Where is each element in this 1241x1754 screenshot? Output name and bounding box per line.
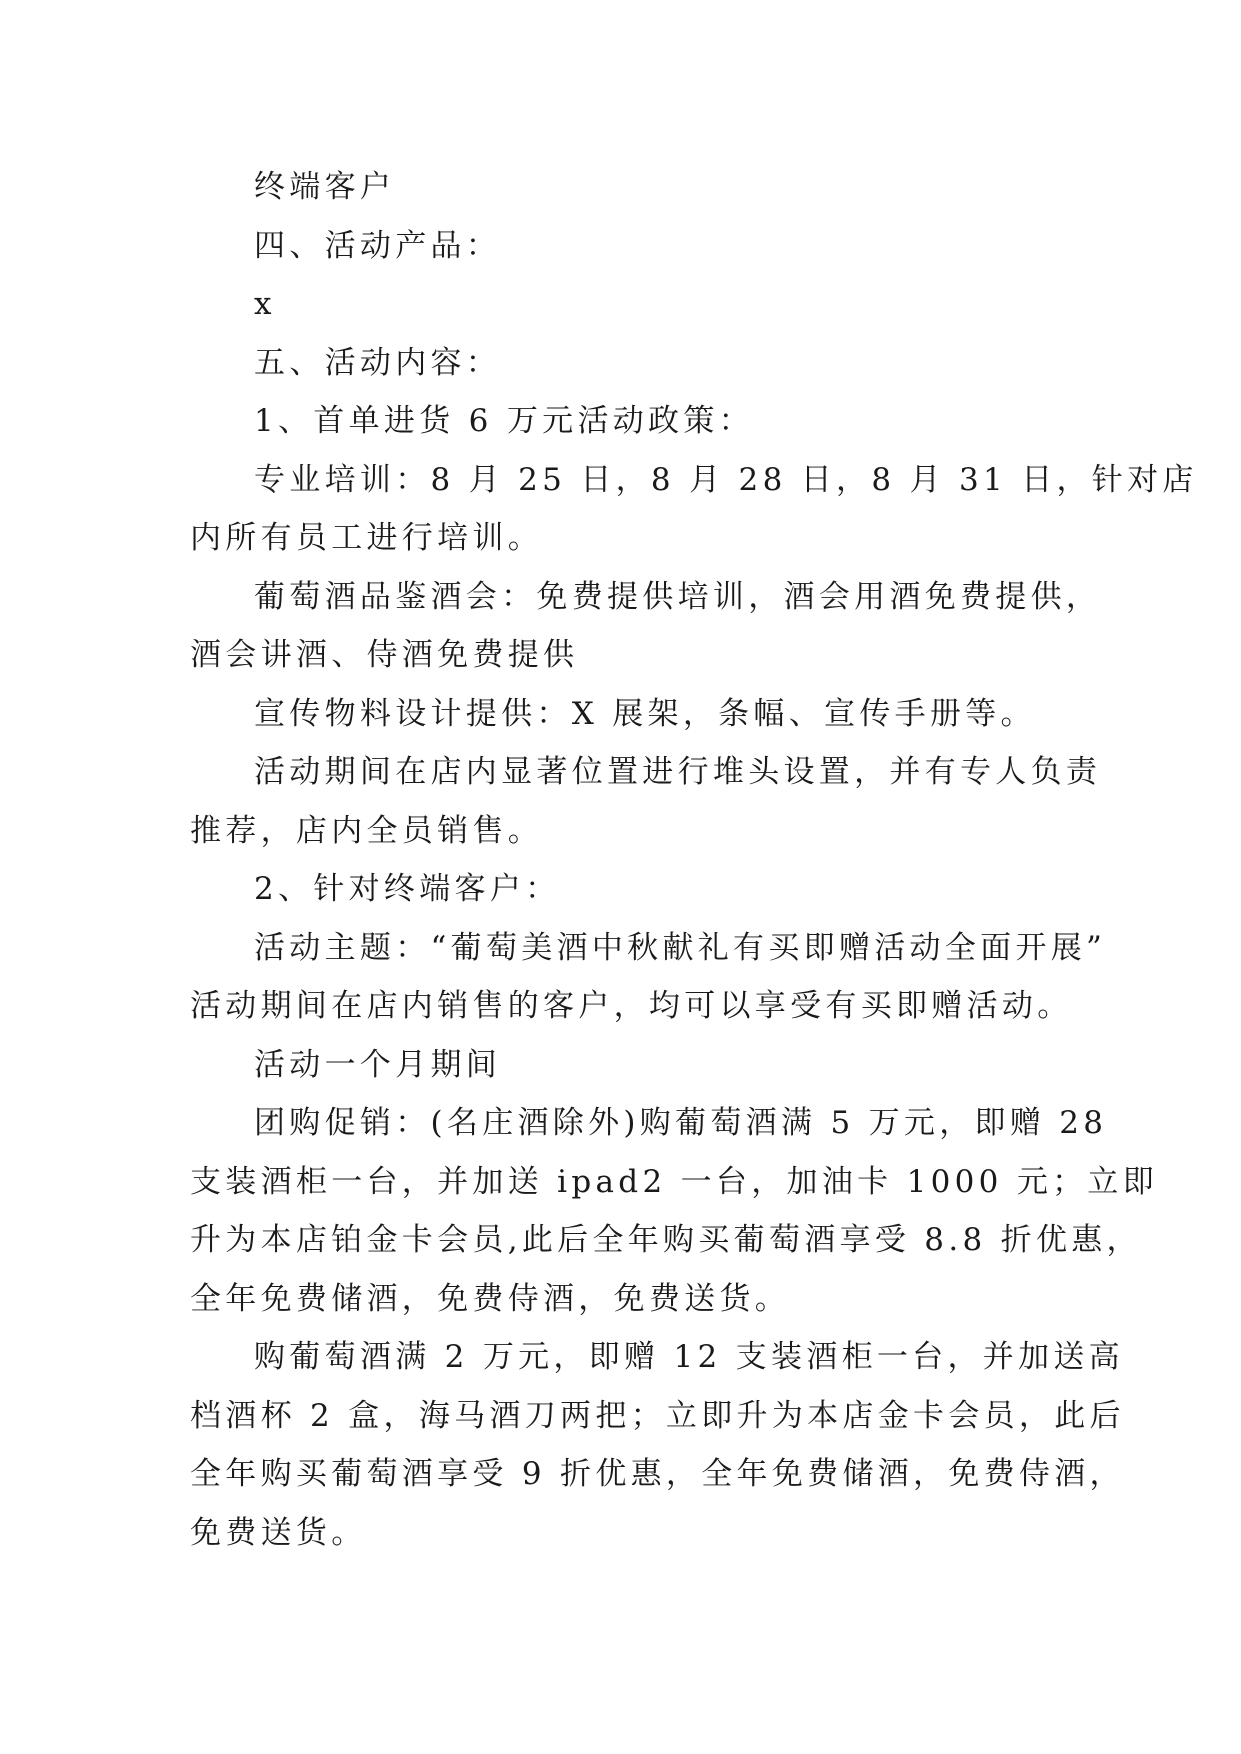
text-line: 购葡萄酒满 2 万元，即赠 12 支装酒柜一台，并加送高 — [254, 1339, 1124, 1375]
text-line: 团购促销：(名庄酒除外)购葡萄酒满 5 万元，即赠 28 — [254, 1105, 1108, 1141]
text-line: 宣传物料设计提供：X 展架，条幅、宣传手册等。 — [254, 695, 1036, 732]
section-heading: 五、活动内容： — [254, 344, 502, 381]
subsection-heading: 2、针对终端客户： — [254, 871, 561, 907]
section-heading: 四、活动产品： — [254, 227, 502, 264]
text-line: 活动期间在店内销售的客户，均可以享受有买即赠活动。 — [190, 988, 1073, 1024]
text-line: 支装酒柜一台，并加送 ipad2 一台，加油卡 1000 元；立即 — [190, 1163, 1159, 1200]
subsection-heading: 1、首单进货 6 万元活动政策： — [254, 403, 754, 439]
text-line: 专业培训：8 月 25 日，8 月 28 日，8 月 31 日，针对店 — [254, 461, 1198, 498]
text-line: 免费送货。 — [190, 1514, 367, 1551]
text-line: 活动主题：“葡萄美酒中秋献礼有买即赠活动全面开展” — [254, 929, 1107, 966]
text-line: 终端客户 — [254, 169, 396, 205]
text-line: 酒会讲酒、侍酒免费提供 — [190, 637, 579, 673]
text-line: 活动一个月期间 — [254, 1046, 502, 1083]
text-line: 内所有员工进行培训。 — [190, 520, 543, 556]
text-line: 葡萄酒品鉴酒会：免费提供培训，酒会用酒免费提供， — [254, 578, 1102, 615]
text-line: 全年购买葡萄酒享受 9 折优惠，全年免费储酒，免费侍酒， — [190, 1456, 1125, 1492]
text-line: x — [254, 286, 276, 322]
text-line: 全年免费储酒，免费侍酒，免费送货。 — [190, 1280, 791, 1317]
text-line: 档酒杯 2 盒，海马酒刀两把；立即升为本店金卡会员，此后 — [190, 1397, 1125, 1434]
document-body — [190, 158, 1198, 1562]
text-line: 活动期间在店内显著位置进行堆头设置，并有专人负责 — [254, 754, 1102, 790]
text-line: 升为本店铂金卡会员,此后全年购买葡萄酒享受 8.8 折优惠， — [190, 1222, 1142, 1258]
text-line: 推荐，店内全员销售。 — [190, 812, 543, 849]
